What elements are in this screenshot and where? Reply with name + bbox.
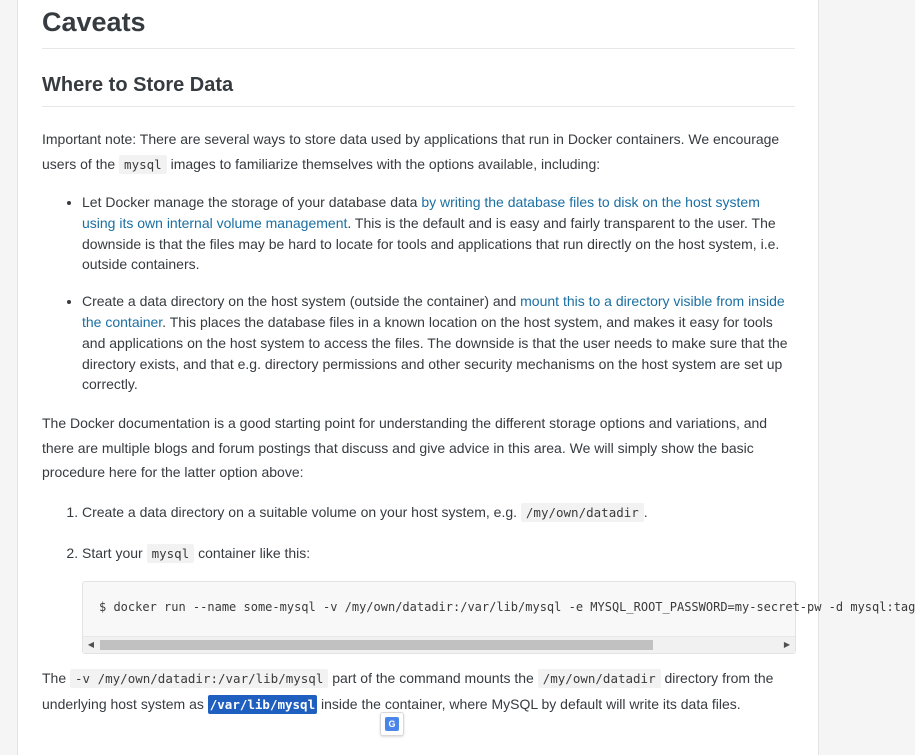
storage-options-list xyxy=(42,192,795,395)
translate-glyph: G xyxy=(385,717,399,731)
google-translate-icon[interactable] xyxy=(380,712,404,736)
inline-code: /my/own/datadir xyxy=(521,503,644,522)
content-card xyxy=(17,0,915,755)
docker-run-command[interactable]: $ docker run --name some-mysql -v /my/own/datadir:/var/lib/mysql -e MYSQL_ROOT_PASSWORD=my-secret-pw -d mysql:tag xyxy=(99,600,915,614)
scroll-right-arrow-icon[interactable]: ▶ xyxy=(783,640,791,649)
horizontal-scrollbar[interactable] xyxy=(83,636,795,653)
command-code-block[interactable] xyxy=(82,581,915,654)
final-paragraph: The -v /my/own/datadir:/var/lib/mysql part of the command mounts the /my/own/datadir directory from the underlying host system as /var/lib/mysql inside the container, where MySQL by default will write its data files. xyxy=(42,670,774,712)
inline-code: mysql xyxy=(119,155,167,174)
scroll-thumb[interactable] xyxy=(100,640,653,650)
selected-inline-code[interactable]: /var/lib/mysql xyxy=(209,696,316,712)
docs-paragraph: The Docker documentation is a good starting point for understanding the different storage options and variations, and there are multiple blogs and forum postings that discuss and give advice in this area. We will simply show the basic procedure here for the latter option above: xyxy=(42,415,768,480)
where-to-store-heading: Where to Store Data xyxy=(42,74,234,96)
list-item: • Let Docker manage the storage of your database data by writing the database files to disk on the host system using its own internal volume management. This is the default and is easy and fairly transparent to the user. The downside is that the files may be hard to locate for tools and applications that run directly on the host system, i.e. outside containers. xyxy=(82,192,795,275)
caveats-heading: Caveats xyxy=(42,7,146,37)
list-item: • Create a data directory on the host system (outside the container) and mount this to a directory visible from inside the container. This places the database files in a known location on the host system, and makes it easy for tools and applications on the host system to access the files. The downside is that the user needs to make sure that the directory exists, and that e.g. directory permissions and other security mechanisms on the host system are set up correctly. xyxy=(82,291,795,395)
inline-code: mysql xyxy=(147,544,195,563)
heading-divider xyxy=(42,48,795,49)
subheading-divider xyxy=(42,106,795,107)
list-item: 2. Start your mysql container like this: xyxy=(82,542,795,565)
inline-code: /my/own/datadir xyxy=(538,669,661,688)
internal-volume-link[interactable]: by writing the database files to disk on the host system using its own internal volume management xyxy=(82,194,760,231)
scroll-left-arrow-icon[interactable]: ◀ xyxy=(87,640,95,649)
list-item: 1. Create a data directory on a suitable volume on your host system, e.g. /my/own/datadir . xyxy=(82,501,795,524)
mount-directory-link[interactable]: mount this to a directory visible from inside the container xyxy=(82,293,785,330)
intro-paragraph: Important note: There are several ways to store data used by applications that run in Docker containers. We encourage users of the mysql images to familiarize themselves with the options available, including: xyxy=(42,131,780,172)
steps-list xyxy=(42,501,795,565)
inline-code: -v /my/own/datadir:/var/lib/mysql xyxy=(70,669,328,688)
